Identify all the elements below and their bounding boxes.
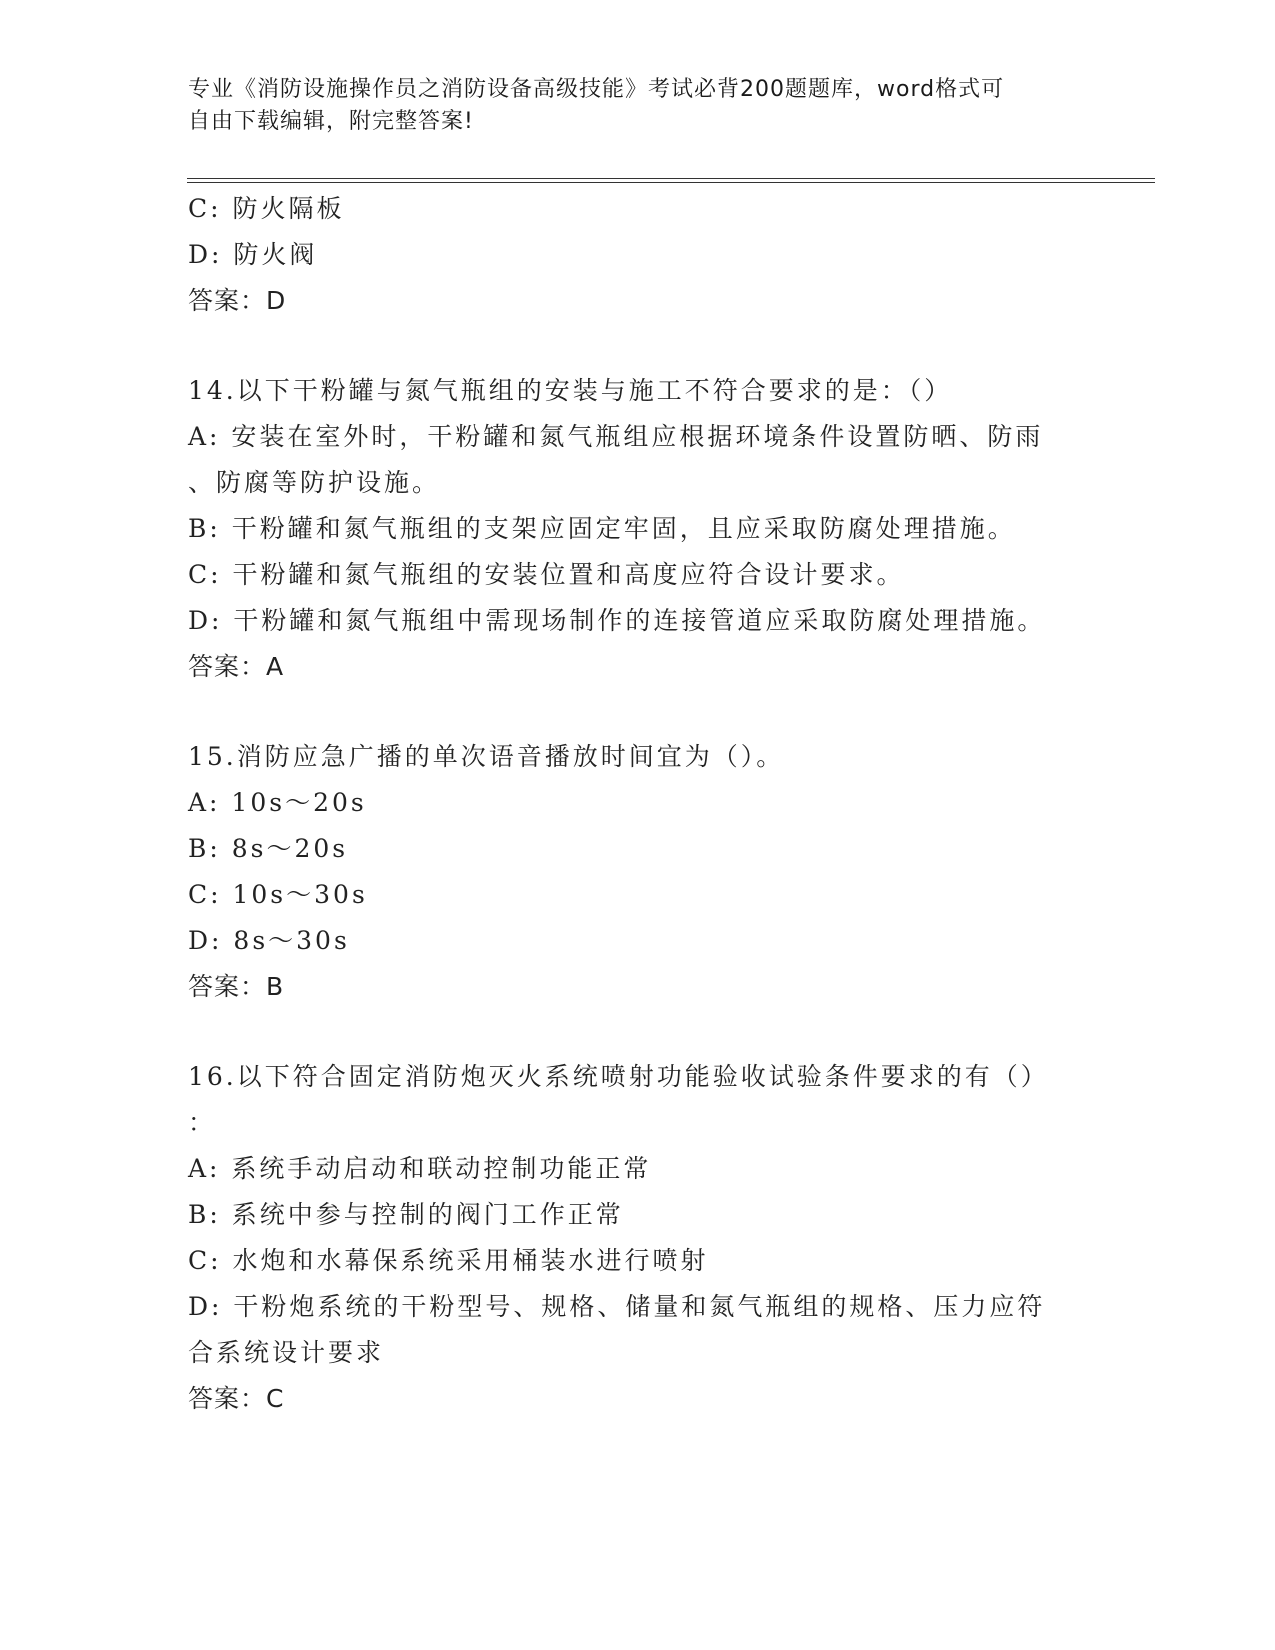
header-line-2: 自由下载编辑，附完整答案! (188, 109, 474, 134)
option-d-continued: 合系统设计要求 (188, 1338, 385, 1367)
option-a: A: 10s～20s (188, 788, 367, 817)
option-b: B: 干粉罐和氮气瓶组的支架应固定牢固，且应采取防腐处理措施。 (188, 514, 1016, 543)
option-d: D: 防火阀 (188, 240, 318, 269)
spacer (188, 1010, 1088, 1054)
option-c: C: 防火隔板 (188, 194, 345, 223)
answer: 答案：D (188, 286, 287, 315)
option-d: D: 干粉炮系统的干粉型号、规格、储量和氮气瓶组的规格、压力应符 (188, 1292, 1046, 1321)
option-a-continued: 、防腐等防护设施。 (188, 468, 441, 497)
header-divider-bottom (187, 182, 1155, 183)
answer: 答案：A (188, 652, 285, 681)
question-title-continued: ： (188, 1108, 217, 1137)
question-16 (188, 1054, 1088, 1422)
header-line-1: 专业《消防设施操作员之消防设备高级技能》考试必背200题题库，word格式可 (188, 77, 1005, 102)
option-c: C: 干粉罐和氮气瓶组的安装位置和高度应符合设计要求。 (188, 560, 905, 589)
question-title: 14.以下干粉罐与氮气瓶组的安装与施工不符合要求的是：（） (188, 376, 953, 405)
option-b: B: 8s～20s (188, 834, 349, 863)
question-14 (188, 368, 1088, 690)
spacer (188, 324, 1088, 368)
question-title: 15.消防应急广播的单次语音播放时间宜为（）。 (188, 742, 785, 771)
spacer (188, 690, 1088, 734)
option-d: D: 8s～30s (188, 926, 350, 955)
option-c: C: 10s～30s (188, 880, 368, 909)
option-b: B: 系统中参与控制的阀门工作正常 (188, 1200, 624, 1229)
question-13-continued (188, 186, 1088, 324)
header-divider-top (187, 178, 1155, 179)
question-15 (188, 734, 1088, 1010)
question-title: 16.以下符合固定消防炮灭火系统喷射功能验收试验条件要求的有（） (188, 1062, 1049, 1091)
answer: 答案：C (188, 1384, 285, 1413)
document-body (188, 186, 1088, 1422)
option-a: A: 系统手动启动和联动控制功能正常 (188, 1154, 652, 1183)
option-c: C: 水炮和水幕保系统采用桶装水进行喷射 (188, 1246, 709, 1275)
answer: 答案：B (188, 972, 285, 1001)
option-a: A: 安装在室外时，干粉罐和氮气瓶组应根据环境条件设置防晒、防雨 (188, 422, 1044, 451)
document-header (188, 74, 1088, 138)
option-d: D: 干粉罐和氮气瓶组中需现场制作的连接管道应采取防腐处理措施。 (188, 606, 1046, 635)
